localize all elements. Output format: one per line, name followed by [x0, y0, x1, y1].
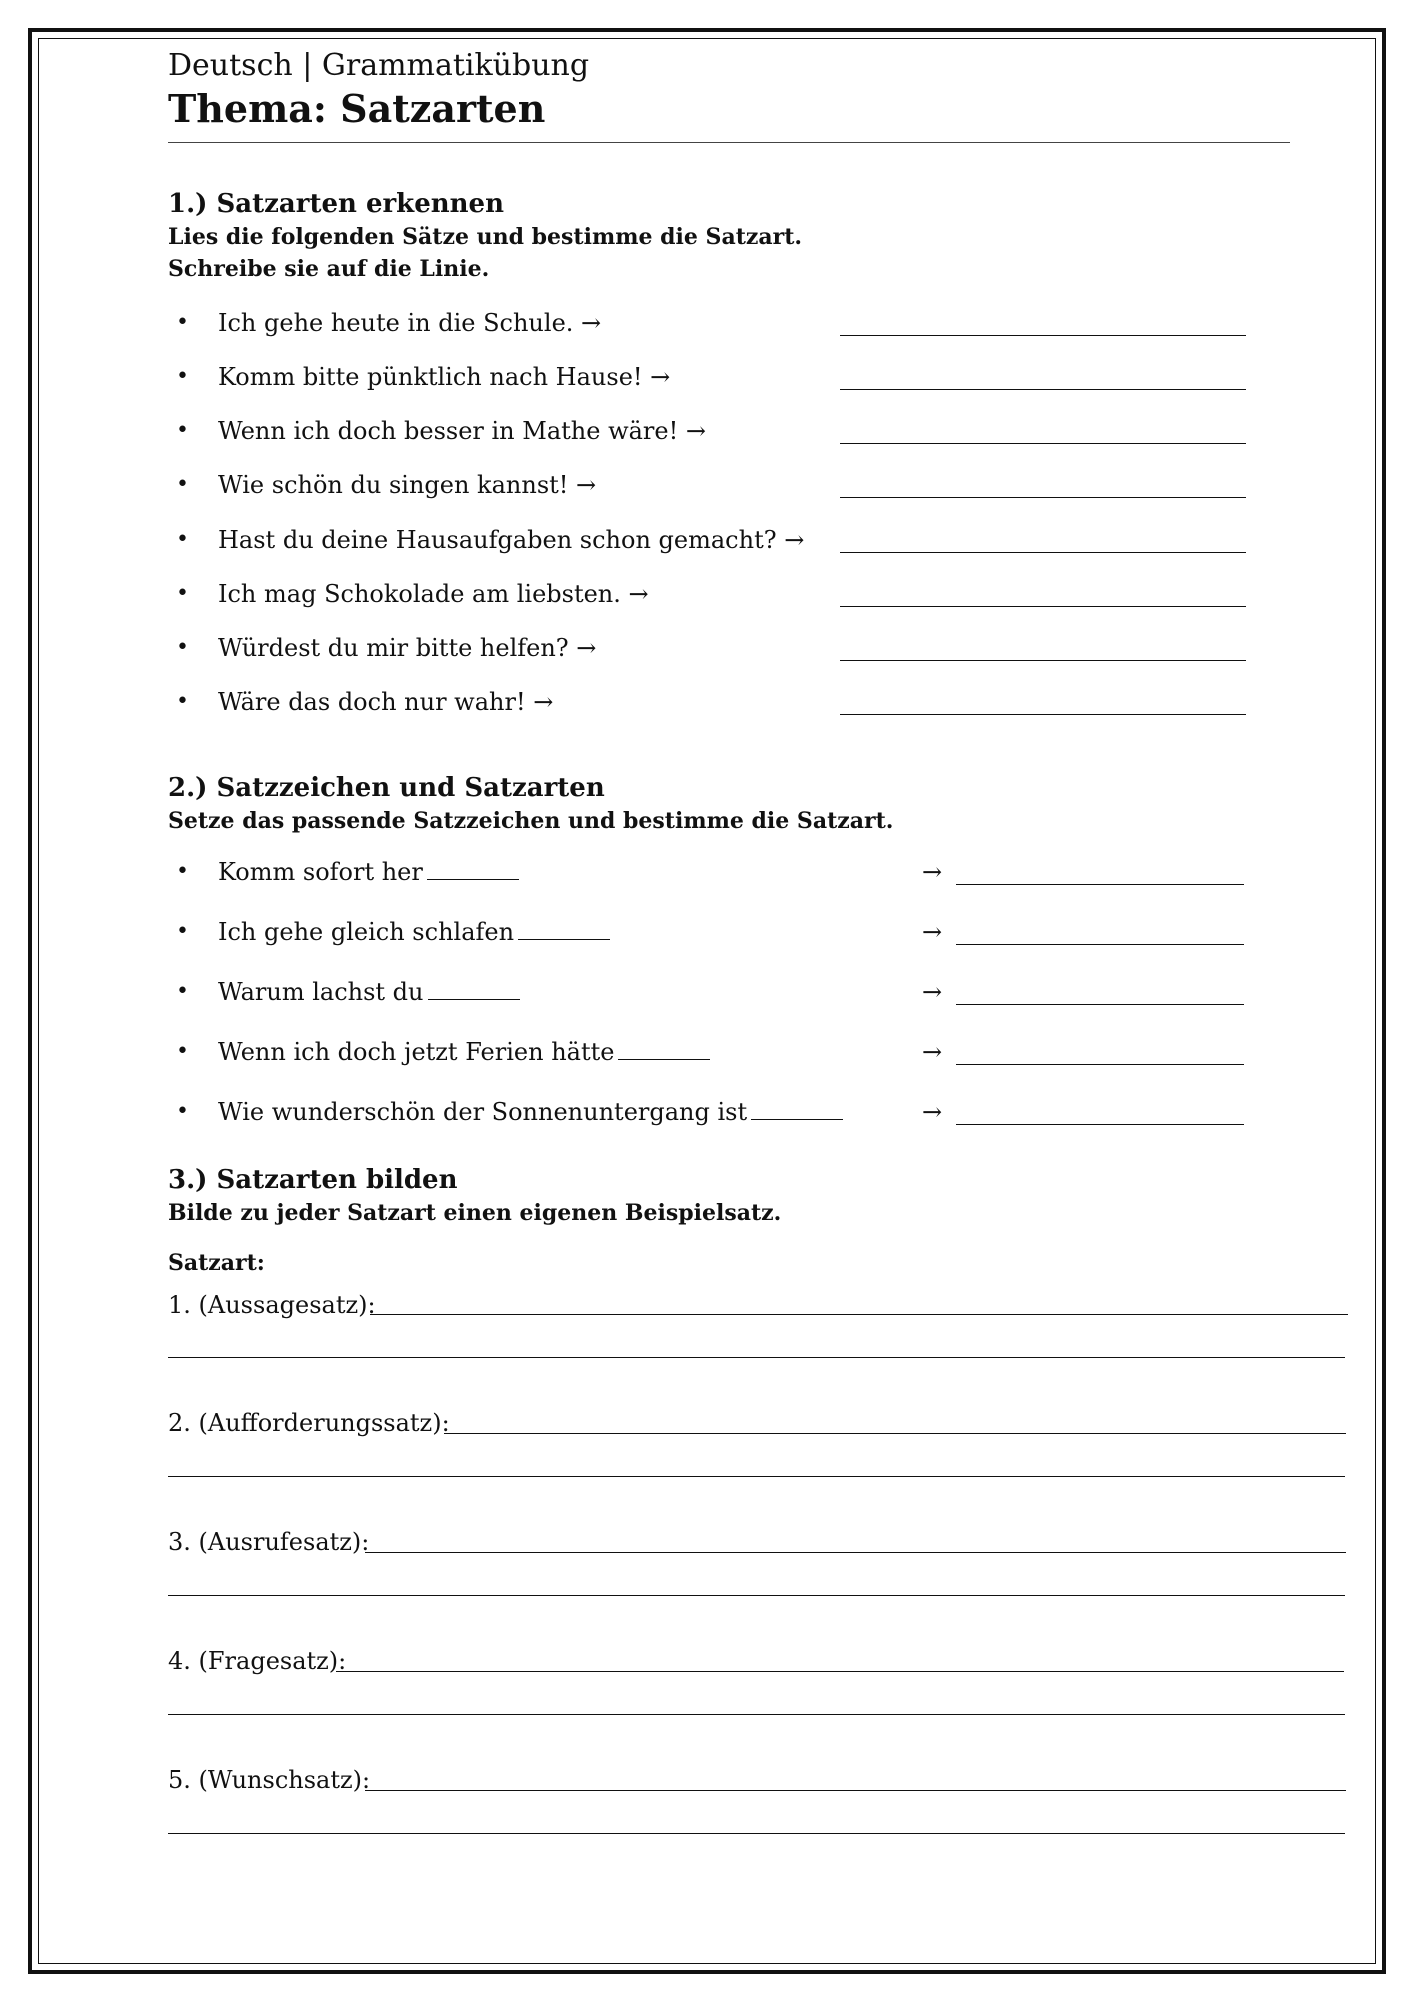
bullet: • [176, 527, 189, 552]
bullet: • [176, 689, 189, 714]
punctuation-blank[interactable] [518, 919, 610, 940]
list-item-text: Komm sofort her [218, 858, 423, 886]
sentence-type-label: 1. (Aussagesatz): [168, 1291, 376, 1319]
answer-line[interactable] [840, 660, 1246, 661]
subject-line: Deutsch | Grammatikübung [168, 48, 590, 83]
answer-line[interactable] [168, 1476, 1345, 1477]
list-item-text: Wenn ich doch jetzt Ferien hätte [218, 1038, 615, 1066]
section1-instruction-2: Schreibe sie auf die Linie. [168, 256, 490, 282]
punctuation-blank[interactable] [751, 1099, 843, 1120]
punctuation-blank[interactable] [427, 859, 519, 880]
arrow-icon: → [922, 918, 943, 946]
section3-heading: 3.) Satzarten bilden [168, 1165, 458, 1195]
sentence-type-label: 3. (Ausrufesatz): [168, 1528, 370, 1556]
answer-line[interactable] [956, 1124, 1244, 1125]
list-item: Wäre das doch nur wahr! → [218, 688, 554, 716]
list-item-text: Warum lachst du [218, 978, 424, 1006]
list-item: Hast du deine Hausaufgaben schon gemacht? → [218, 526, 805, 554]
section1-heading: 1.) Satzarten erkennen [168, 189, 504, 219]
title-divider [168, 142, 1290, 143]
list-item: Wie schön du singen kannst! → [218, 471, 597, 499]
section3-instruction: Bilde zu jeder Satzart einen eigenen Beispielsatz. [168, 1200, 782, 1226]
answer-line[interactable] [956, 1064, 1244, 1065]
arrow-icon: → [922, 1098, 943, 1126]
answer-line[interactable] [336, 1671, 1344, 1672]
bullet: • [176, 310, 189, 335]
sentence-type-label: 4. (Fragesatz): [168, 1647, 347, 1675]
answer-line[interactable] [840, 497, 1246, 498]
bullet: • [176, 418, 189, 443]
answer-line[interactable] [365, 1790, 1346, 1791]
section2-instruction: Setze das passende Satzzeichen und bestimme die Satzart. [168, 808, 894, 834]
answer-line[interactable] [365, 1552, 1346, 1553]
list-item-text: Wie wunderschön der Sonnenuntergang ist [218, 1098, 748, 1126]
answer-line[interactable] [840, 335, 1246, 336]
list-item: Komm bitte pünktlich nach Hause! → [218, 363, 671, 391]
list-item [218, 917, 610, 947]
bullet: • [176, 979, 189, 1004]
bullet: • [176, 859, 189, 884]
list-item: Ich gehe heute in die Schule. → [218, 309, 602, 337]
answer-line[interactable] [840, 389, 1246, 390]
punctuation-blank[interactable] [428, 979, 520, 1000]
answer-line[interactable] [840, 443, 1246, 444]
answer-line[interactable] [840, 606, 1246, 607]
bullet: • [176, 919, 189, 944]
list-item [218, 857, 519, 887]
bullet: • [176, 635, 189, 660]
punctuation-blank[interactable] [618, 1039, 710, 1060]
answer-line[interactable] [444, 1433, 1346, 1434]
bullet: • [176, 1039, 189, 1064]
bullet: • [176, 581, 189, 606]
bullet: • [176, 472, 189, 497]
list-item [218, 977, 520, 1007]
arrow-icon: → [922, 858, 943, 886]
answer-line[interactable] [840, 714, 1246, 715]
sentence-type-label: 2. (Aufforderungssatz): [168, 1409, 450, 1437]
answer-line[interactable] [168, 1357, 1345, 1358]
section1-instruction-1: Lies die folgenden Sätze und bestimme die Satzart. [168, 224, 803, 250]
bullet: • [176, 364, 189, 389]
list-item: Wenn ich doch besser in Mathe wäre! → [218, 417, 706, 445]
satzart-label: Satzart: [168, 1250, 265, 1276]
arrow-icon: → [922, 1038, 943, 1066]
list-item: Ich mag Schokolade am liebsten. → [218, 580, 649, 608]
arrow-icon: → [922, 978, 943, 1006]
answer-line[interactable] [168, 1595, 1345, 1596]
answer-line[interactable] [956, 944, 1244, 945]
page-title: Thema: Satzarten [168, 86, 546, 131]
answer-line[interactable] [168, 1833, 1345, 1834]
list-item [218, 1097, 843, 1127]
bullet: • [176, 1099, 189, 1124]
answer-line[interactable] [370, 1314, 1348, 1315]
list-item: Würdest du mir bitte helfen? → [218, 634, 597, 662]
answer-line[interactable] [840, 552, 1246, 553]
list-item-text: Ich gehe gleich schlafen [218, 918, 515, 946]
list-item [218, 1037, 710, 1067]
answer-line[interactable] [956, 884, 1244, 885]
section2-heading: 2.) Satzzeichen und Satzarten [168, 773, 605, 803]
answer-line[interactable] [956, 1004, 1244, 1005]
answer-line[interactable] [168, 1714, 1345, 1715]
sentence-type-label: 5. (Wunschsatz): [168, 1766, 371, 1794]
